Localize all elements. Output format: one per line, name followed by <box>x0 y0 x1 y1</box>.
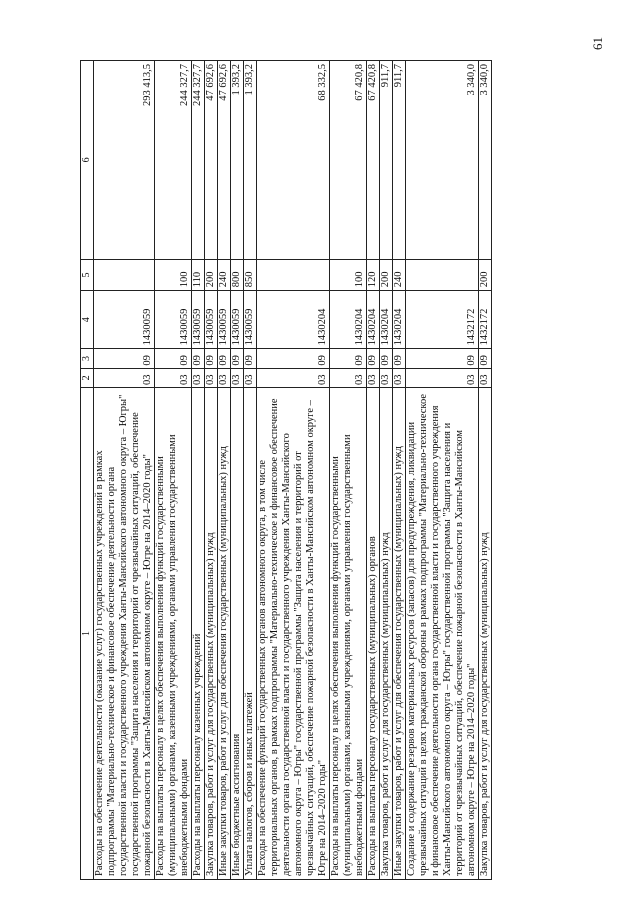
row-expense-type <box>94 259 155 291</box>
budget-table-body <box>81 61 492 880</box>
row-name: Закупка товаров, работ и услуг для государственных (муниципальных) нужд <box>205 388 218 880</box>
row-target-article: 1430204 <box>330 291 367 349</box>
table-row <box>479 61 492 880</box>
row-section: 03 <box>406 368 479 387</box>
row-amount: 3 340,0 <box>479 61 492 260</box>
row-expense-type: 240 <box>218 259 231 291</box>
row-section: 03 <box>94 368 155 387</box>
row-name: Уплата налогов, сборов и иных платежей <box>244 388 257 880</box>
row-target-article: 1430059 <box>94 291 155 349</box>
header-col-6: 6 <box>81 61 94 260</box>
table-row <box>393 61 406 880</box>
row-expense-type <box>257 259 330 291</box>
row-name: Иные бюджетные ассигнования <box>231 388 244 880</box>
row-target-article: 1432172 <box>406 291 479 349</box>
row-amount: 1 393,2 <box>244 61 257 260</box>
row-name: Расходы на выплаты персоналу государственных (муниципальных) органов <box>367 388 380 880</box>
row-name: Закупка товаров, работ и услуг для государственных (муниципальных) нужд <box>479 388 492 880</box>
row-amount: 67 420,8 <box>367 61 380 260</box>
row-amount: 911,7 <box>393 61 406 260</box>
row-section: 03 <box>218 368 231 387</box>
row-amount: 67 420,8 <box>330 61 367 260</box>
row-subsection: 09 <box>218 349 231 368</box>
row-target-article: 1430204 <box>393 291 406 349</box>
row-amount: 293 413,5 <box>94 61 155 260</box>
row-target-article: 1430059 <box>155 291 192 349</box>
table-row <box>380 61 393 880</box>
row-subsection: 09 <box>367 349 380 368</box>
header-col-2: 2 <box>81 368 94 387</box>
row-target-article: 1430059 <box>205 291 218 349</box>
table-row <box>244 61 257 880</box>
header-col-4: 4 <box>81 291 94 349</box>
row-section: 03 <box>192 368 205 387</box>
row-name: Создание и содержание резервов материальных ресурсов (запасов) для предупреждения, ликвидации чрезвычайных ситуаций в целях гражданской обороны в рамках подпрограммы "Материально-техническое и финансовое обеспечение деятельности органа государственной власти и государственного учреждения Ханты-Мансийского автономного округа – Югры" государственной программы "Защита населения и территорий от чрезвычайных ситуаций, обеспечение пожарной безопасности в Ханты-Мансийском автономном округе – Югре на 2014–2020 годы" <box>406 388 479 880</box>
row-subsection: 09 <box>257 349 330 368</box>
row-name: Иные закупки товаров, работ и услуг для обеспечения государственных (муниципальных) нужд <box>218 388 231 880</box>
row-expense-type: 100 <box>155 259 192 291</box>
row-target-article: 1430204 <box>380 291 393 349</box>
row-name: Расходы на выплаты персоналу в целях обеспечения выполнения функций государственными (муниципальными) органами, казенными учреждениями, органами управления государственными внебюджетными фондами <box>155 388 192 880</box>
row-section: 03 <box>257 368 330 387</box>
row-expense-type: 200 <box>205 259 218 291</box>
row-target-article: 1430059 <box>244 291 257 349</box>
row-expense-type: 850 <box>244 259 257 291</box>
row-amount: 47 692,6 <box>218 61 231 260</box>
row-section: 03 <box>380 368 393 387</box>
row-amount: 3 340,0 <box>406 61 479 260</box>
table-row <box>155 61 192 880</box>
row-section: 03 <box>330 368 367 387</box>
row-expense-type: 110 <box>192 259 205 291</box>
row-subsection: 09 <box>244 349 257 368</box>
row-expense-type: 120 <box>367 259 380 291</box>
row-target-article: 1432172 <box>479 291 492 349</box>
budget-table <box>80 60 492 880</box>
row-subsection: 09 <box>94 349 155 368</box>
row-expense-type <box>406 259 479 291</box>
row-target-article: 1430059 <box>192 291 205 349</box>
row-target-article: 1430059 <box>218 291 231 349</box>
row-subsection: 09 <box>155 349 192 368</box>
row-amount: 47 692,6 <box>205 61 218 260</box>
row-section: 03 <box>155 368 192 387</box>
row-section: 03 <box>205 368 218 387</box>
table-row <box>257 61 330 880</box>
table-row <box>192 61 205 880</box>
row-amount: 244 327,7 <box>192 61 205 260</box>
page-number: 61 <box>590 37 605 50</box>
header-col-1: 1 <box>81 388 94 880</box>
table-row <box>218 61 231 880</box>
row-name: Расходы на выплаты персоналу казенных учреждений <box>192 388 205 880</box>
row-name: Расходы на обеспечение функций государственных органов автономного округа, в том числе территориальных органов, в рамках подпрограммы "Материально-техническое и финансовое обеспечение деятельности органа государственной власти и государственного учреждения Ханты-Мансийского автономного округа – Югры" государственной программы "Защита населения и территорий от чрезвычайных ситуаций, обеспечение пожарной безопасности в Ханты-Мансийском автономном округе – Югре на 2014–2020 годы" <box>257 388 330 880</box>
row-amount: 244 327,7 <box>155 61 192 260</box>
row-subsection: 09 <box>380 349 393 368</box>
row-subsection: 09 <box>479 349 492 368</box>
header-col-5: 5 <box>81 259 94 291</box>
row-expense-type: 100 <box>330 259 367 291</box>
table-row <box>406 61 479 880</box>
row-expense-type: 800 <box>231 259 244 291</box>
rotated-page <box>80 60 592 880</box>
table-row <box>94 61 155 880</box>
table-row <box>231 61 244 880</box>
row-subsection: 09 <box>205 349 218 368</box>
table-row <box>205 61 218 880</box>
row-subsection: 09 <box>231 349 244 368</box>
row-subsection: 09 <box>330 349 367 368</box>
table-header-row <box>81 61 94 880</box>
row-target-article: 1430204 <box>257 291 330 349</box>
row-name: Расходы на обеспечение деятельности (оказание услуг) государственных учреждений в рамках подпрограммы "Материально-техническое и финансовое обеспечение деятельности органа государственной власти и государственного учреждения Ханты-Мансийского автономного округа – Югры" государственной программы "Защита населения и территорий от чрезвычайных ситуаций, обеспечение пожарной безопасности в Ханты-Мансийском автономном округе – Югре на 2014–2020 годы" <box>94 388 155 880</box>
row-amount: 911,7 <box>380 61 393 260</box>
row-section: 03 <box>479 368 492 387</box>
row-expense-type: 200 <box>380 259 393 291</box>
row-target-article: 1430059 <box>231 291 244 349</box>
header-col-3: 3 <box>81 349 94 368</box>
row-section: 03 <box>244 368 257 387</box>
row-expense-type: 200 <box>479 259 492 291</box>
row-section: 03 <box>367 368 380 387</box>
row-amount: 68 332,5 <box>257 61 330 260</box>
table-row <box>330 61 367 880</box>
row-amount: 1 393,2 <box>231 61 244 260</box>
row-section: 03 <box>231 368 244 387</box>
row-name: Иные закупки товаров, работ и услуг для обеспечения государственных (муниципальных) нужд <box>393 388 406 880</box>
row-name: Закупка товаров, работ и услуг для государственных (муниципальных) нужд <box>380 388 393 880</box>
row-name: Расходы на выплаты персоналу в целях обеспечения выполнения функций государственными (муниципальными) органами, казенными учреждениями, органами управления государственными внебюджетными фондами <box>330 388 367 880</box>
row-target-article: 1430204 <box>367 291 380 349</box>
row-subsection: 09 <box>406 349 479 368</box>
table-row <box>367 61 380 880</box>
row-subsection: 09 <box>393 349 406 368</box>
row-section: 03 <box>393 368 406 387</box>
row-expense-type: 240 <box>393 259 406 291</box>
row-subsection: 09 <box>192 349 205 368</box>
